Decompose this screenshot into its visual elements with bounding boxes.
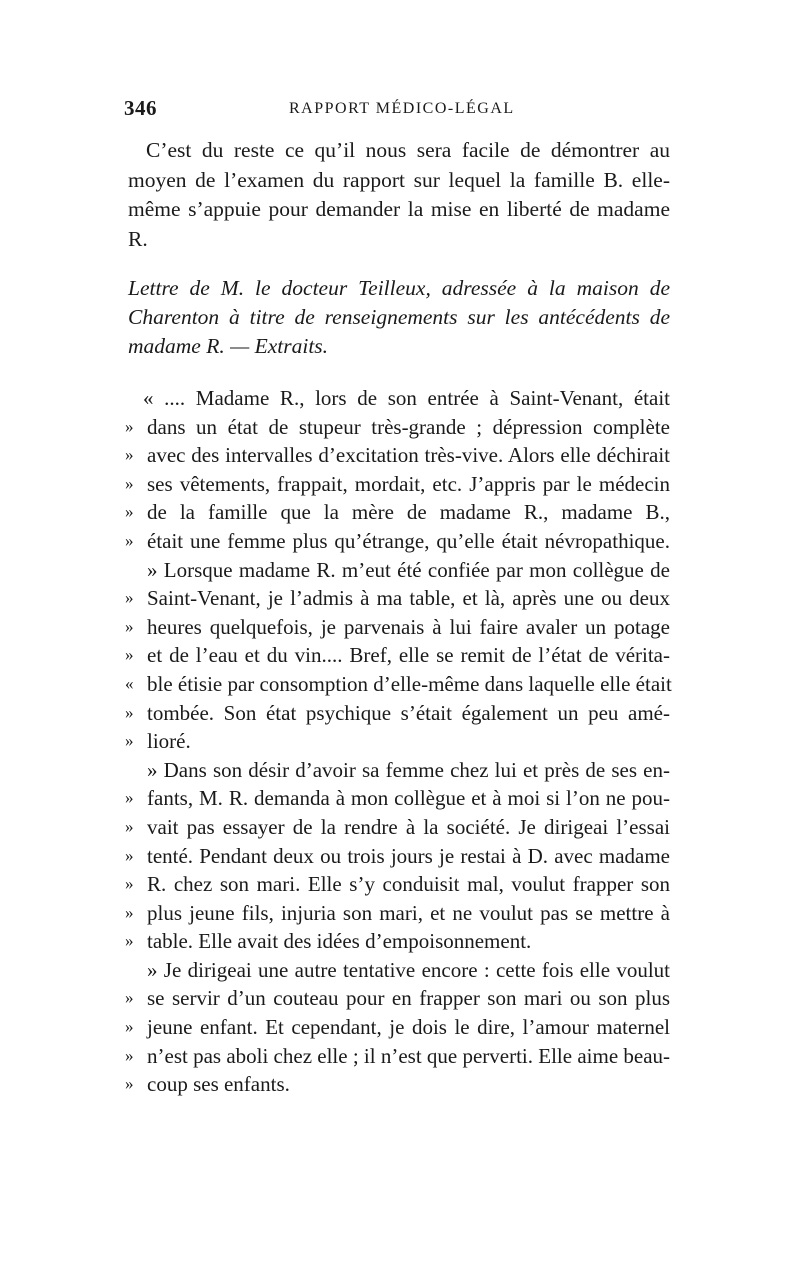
quote-mark: » <box>125 588 134 608</box>
page-number: 346 <box>124 96 157 120</box>
quote-line-text: jeune enfant. Et cependant, je dois le dire, l’amour maternel <box>147 1015 670 1040</box>
quote-mark: » <box>125 845 134 865</box>
quote-line <box>125 699 670 728</box>
quote-mark: » <box>125 874 134 894</box>
quote-line-text: plus jeune fils, injuria son mari, et ne voulut pas se mettre à <box>147 900 670 925</box>
quote-mark: » <box>125 988 134 1008</box>
quote-line-text: R. chez son mari. Elle s’y conduisit mal, voulut frapper son <box>147 872 670 897</box>
quote-line <box>125 470 670 499</box>
quote-line-text: avec des intervalles d’excitation très-vive. Alors elle déchirait <box>147 443 670 468</box>
section-heading-text: Lettre de M. le docteur Teilleux, adressée à la maison de Charenton à titre de renseignements sur les antécédents de madame R. — Extraits. <box>128 276 670 358</box>
quote-line <box>125 556 670 585</box>
quote-line <box>125 842 670 871</box>
quote-line <box>125 1013 670 1042</box>
quote-line-text: » Lorsque madame R. m’eut été confiée par mon collègue de <box>147 557 670 582</box>
quote-line-text: tombée. Son état psychique s’était également un peu amé- <box>147 700 670 725</box>
quote-mark: » <box>125 731 134 751</box>
quote-line <box>125 870 670 899</box>
intro-paragraph <box>128 136 670 254</box>
quote-line-text: était une femme plus qu’étrange, qu’elle était névropathique. <box>147 528 670 553</box>
quote-line <box>125 984 670 1013</box>
quote-line <box>125 956 670 985</box>
quote-line <box>125 727 670 756</box>
quote-mark: » <box>125 1074 134 1094</box>
quote-line-text: fants, M. R. demanda à mon collègue et à moi si l’on ne pou- <box>147 786 670 811</box>
quote-line-text: » Je dirigeai une autre tentative encore : cette fois elle voulut <box>147 957 670 982</box>
quote-mark: » <box>125 1045 134 1065</box>
quote-line <box>125 384 670 413</box>
quote-mark: » <box>125 816 134 836</box>
quote-line-text: » Dans son désir d’avoir sa femme chez lui et près de ses en- <box>147 757 670 782</box>
quote-mark: » <box>125 445 134 465</box>
quote-line <box>125 413 670 442</box>
quote-line <box>125 927 670 956</box>
section-heading <box>128 274 670 361</box>
quote-line-text: Saint-Venant, je l’admis à ma table, et là, après une ou deux <box>147 586 670 611</box>
quote-mark: » <box>125 702 134 722</box>
quote-line-text: heures quelquefois, je parvenais à lui faire avaler un potage <box>147 614 670 639</box>
quote-line-text: « .... Madame R., lors de son entrée à Saint-Venant, était <box>143 386 670 410</box>
quote-line <box>125 441 670 470</box>
quote-line <box>125 899 670 928</box>
quote-line-text: tenté. Pendant deux ou trois jours je restai à D. avec madame <box>147 843 670 868</box>
quote-line <box>125 670 670 699</box>
quote-line-text: vait pas essayer de la rendre à la société. Je dirigeai l’essai <box>147 814 670 839</box>
quote-line-text: et de l’eau et du vin.... Bref, elle se remit de l’état de vérita- <box>147 643 670 668</box>
quote-line <box>125 1070 670 1099</box>
quote-line <box>125 1042 670 1071</box>
quoted-letter <box>125 384 670 1099</box>
quote-line-text: lioré. <box>147 729 191 754</box>
quote-line <box>125 613 670 642</box>
quote-line <box>125 813 670 842</box>
quote-mark: » <box>125 931 134 951</box>
quote-line <box>125 498 670 527</box>
quote-line-text: table. Elle avait des idées d’empoisonnement. <box>147 929 532 954</box>
intro-text: C’est du reste ce qu’il nous sera facile de démontrer au moyen de l’examen du rapport sur lequel la famille B. elle-même s’appuie pour demander la mise en liberté de madame R. <box>128 138 670 251</box>
quote-line-text: dans un état de stupeur très-grande ; dépression complète <box>147 414 670 439</box>
quote-line-text: de la famille que la mère de madame R., madame B., <box>147 500 670 525</box>
quote-mark: » <box>125 1017 134 1037</box>
quote-mark: » <box>125 902 134 922</box>
quote-mark: « <box>125 673 134 693</box>
quote-line <box>125 527 670 556</box>
quote-line-text: ses vêtements, frappait, mordait, etc. J’appris par le médecin <box>147 471 670 496</box>
quote-line-text: ble étisie par consomption d’elle-même dans laquelle elle était <box>147 671 672 696</box>
quote-line <box>125 784 670 813</box>
quote-mark: » <box>125 502 134 522</box>
page-header <box>124 96 672 122</box>
quote-mark: » <box>125 645 134 665</box>
quote-mark: » <box>125 473 134 493</box>
quote-mark: » <box>125 788 134 808</box>
quote-line-text: coup ses enfants. <box>147 1072 290 1097</box>
quote-line <box>125 584 670 613</box>
quote-line <box>125 756 670 785</box>
quote-mark: » <box>125 616 134 636</box>
quote-line-text: se servir d’un couteau pour en frapper son mari ou son plus <box>147 986 670 1011</box>
quote-mark: » <box>125 416 134 436</box>
quote-line-text: n’est pas aboli chez elle ; il n’est que perverti. Elle aime beau- <box>147 1043 671 1068</box>
quote-mark: » <box>125 530 134 550</box>
running-head: RAPPORT MÉDICO-LÉGAL <box>289 100 515 117</box>
quote-line <box>125 641 670 670</box>
